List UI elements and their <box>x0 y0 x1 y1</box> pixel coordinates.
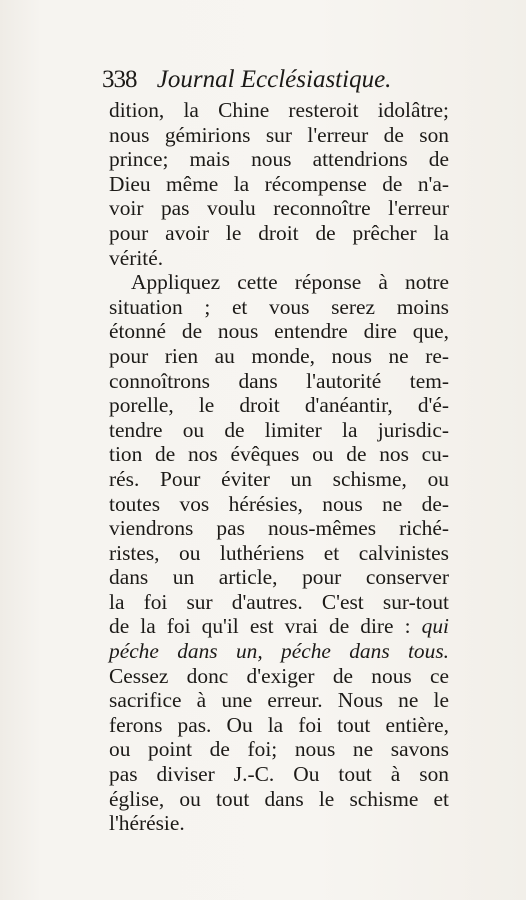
text-line: pour avoir le droit de prêcher la <box>109 220 449 245</box>
text-line: viendrons pas nous-mêmes riché- <box>109 516 449 541</box>
italic-segment: qui <box>421 614 449 639</box>
text-segment: de la foi qu'il est vrai de dire : <box>109 614 411 639</box>
text-line: ristes, ou luthériens et calvinistes <box>109 540 449 565</box>
text-line: rés. Pour éviter un schisme, ou <box>109 466 449 491</box>
body-text <box>109 98 449 836</box>
text-line: pas diviser J.-C. Ou tout à son <box>109 762 449 787</box>
text-line: l'hérésie. <box>109 811 185 836</box>
text-line: sacrifice à une erreur. Nous ne le <box>109 688 449 713</box>
text-line: toutes vos hérésies, nous ne de- <box>109 491 449 516</box>
text-line: église, ou tout dans le schisme et <box>109 786 449 811</box>
text-line: nous gémirions sur l'erreur de son <box>109 122 449 147</box>
text-line: vérité. <box>109 245 164 270</box>
text-line: la foi sur d'autres. C'est sur-tout <box>109 589 449 614</box>
page-number: 338 <box>102 66 137 93</box>
italic-segment: péche dans un, péche dans tous. <box>109 639 449 664</box>
text-line: porelle, le droit d'anéantir, d'é- <box>109 393 449 418</box>
text-line: voir pas voulu reconnoître l'erreur <box>109 196 449 221</box>
text-line: Dieu même la récompense de n'a- <box>109 171 449 196</box>
page-header <box>102 64 462 96</box>
text-line: connoîtrons dans l'autorité tem- <box>109 368 449 393</box>
text-line: dition, la Chine resteroit idolâtre; <box>109 98 449 122</box>
text-line: prince; mais nous attendrions de <box>109 147 449 172</box>
running-title: Journal Ecclésiastique. <box>156 66 392 93</box>
text-line: Appliquez cette réponse à notre <box>131 270 449 295</box>
text-line: tion de nos évêques ou de nos cu- <box>109 442 449 467</box>
text-line: dans un article, pour conserver <box>109 565 449 590</box>
text-line: étonné de nous entendre dire que, <box>109 319 449 344</box>
text-line: tendre ou de limiter la jurisdic- <box>109 417 449 442</box>
text-line: Cessez donc d'exiger de nous ce <box>109 663 449 688</box>
text-line: ferons pas. Ou la foi tout entière, <box>109 712 449 737</box>
italic-text-line <box>109 639 449 664</box>
text-line: pour rien au monde, nous ne re- <box>109 343 449 368</box>
text-line: ou point de foi; nous ne savons <box>109 737 449 762</box>
text-line: situation ; et vous serez moins <box>109 294 449 319</box>
text-line-with-italic <box>109 614 449 639</box>
